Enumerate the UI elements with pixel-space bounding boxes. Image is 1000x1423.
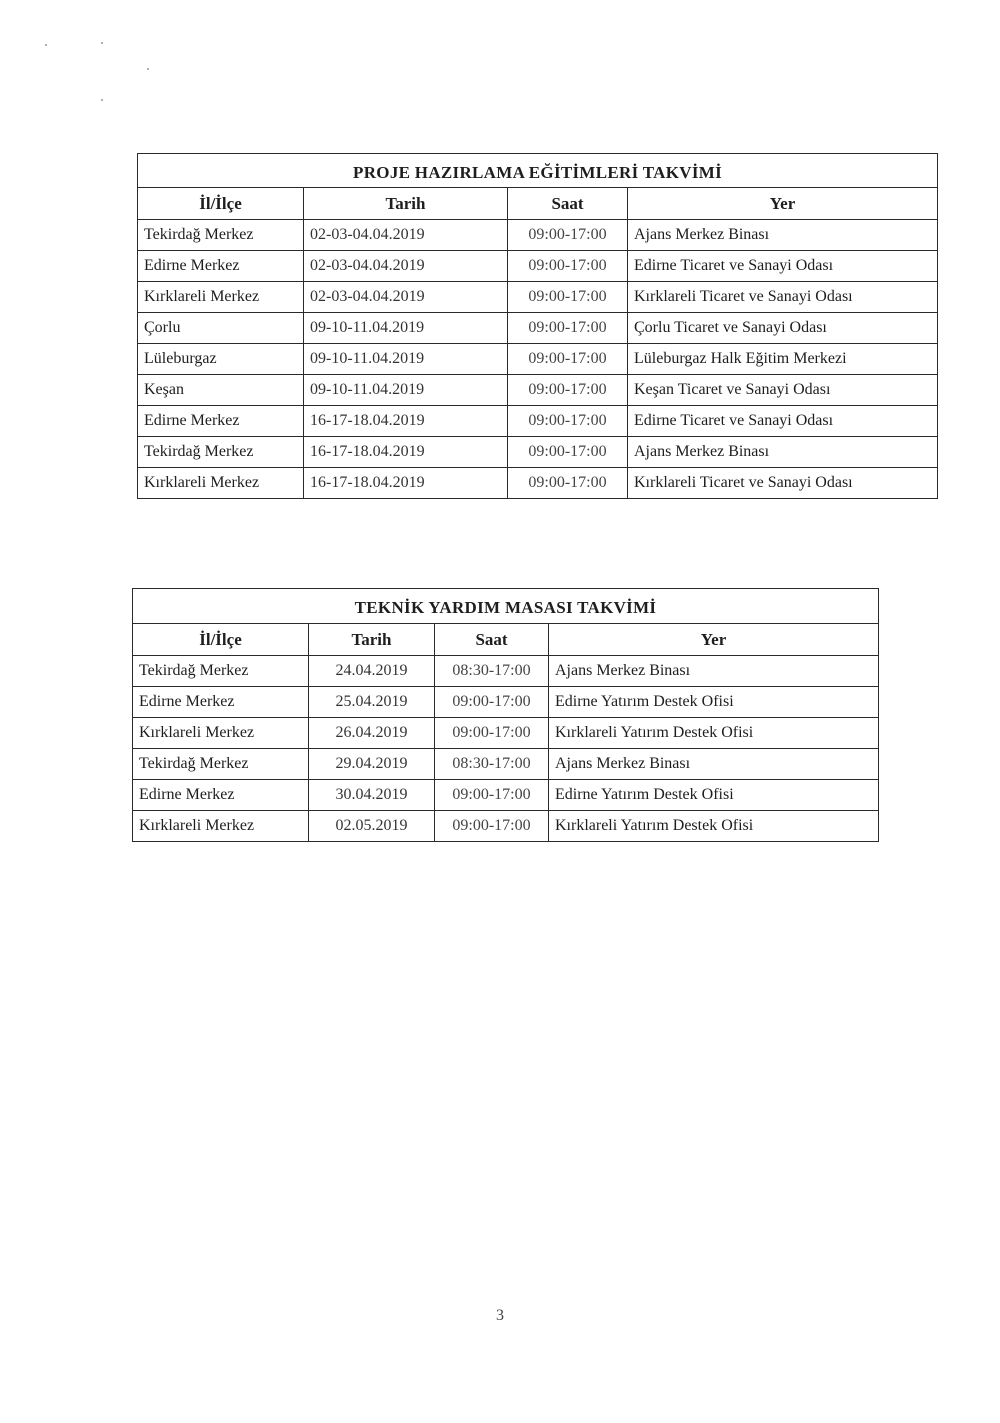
- cell-yer: Edirne Yatırım Destek Ofisi: [549, 687, 879, 718]
- cell-tarih: 09-10-11.04.2019: [304, 344, 508, 375]
- column-header-saat: Saat: [435, 624, 549, 656]
- cell-tarih: 02-03-04.04.2019: [304, 220, 508, 251]
- cell-yer: Kırklareli Yatırım Destek Ofisi: [549, 811, 879, 842]
- scan-speckle: [101, 42, 103, 44]
- cell-saat: 09:00-17:00: [508, 251, 628, 282]
- scan-speckle: [45, 44, 47, 46]
- cell-tarih: 02-03-04.04.2019: [304, 282, 508, 313]
- table-row: [138, 313, 938, 344]
- cell-saat: 08:30-17:00: [435, 749, 549, 780]
- cell-tarih: 26.04.2019: [309, 718, 435, 749]
- column-header-saat: Saat: [508, 188, 628, 220]
- cell-saat: 09:00-17:00: [435, 718, 549, 749]
- cell-il: Tekirdağ Merkez: [138, 220, 304, 251]
- cell-saat: 09:00-17:00: [435, 687, 549, 718]
- cell-yer: Edirne Ticaret ve Sanayi Odası: [628, 406, 938, 437]
- cell-tarih: 16-17-18.04.2019: [304, 468, 508, 499]
- cell-tarih: 16-17-18.04.2019: [304, 437, 508, 468]
- table-header-row: [133, 624, 879, 656]
- yardim-schedule-table: [132, 588, 879, 842]
- cell-saat: 09:00-17:00: [508, 282, 628, 313]
- table-row: [138, 375, 938, 406]
- cell-saat: 09:00-17:00: [508, 220, 628, 251]
- cell-saat: 09:00-17:00: [508, 437, 628, 468]
- cell-saat: 09:00-17:00: [508, 375, 628, 406]
- cell-yer: Çorlu Ticaret ve Sanayi Odası: [628, 313, 938, 344]
- table-row: [133, 718, 879, 749]
- column-header-yer: Yer: [628, 188, 938, 220]
- table-row: [133, 656, 879, 687]
- cell-saat: 08:30-17:00: [435, 656, 549, 687]
- table-row: [138, 468, 938, 499]
- cell-tarih: 25.04.2019: [309, 687, 435, 718]
- egitim-schedule-table: [137, 153, 938, 499]
- cell-saat: 09:00-17:00: [508, 313, 628, 344]
- cell-il: Edirne Merkez: [138, 251, 304, 282]
- column-header-tarih: Tarih: [309, 624, 435, 656]
- cell-saat: 09:00-17:00: [435, 780, 549, 811]
- table-row: [133, 811, 879, 842]
- table-row: [138, 406, 938, 437]
- cell-yer: Ajans Merkez Binası: [549, 656, 879, 687]
- cell-tarih: 24.04.2019: [309, 656, 435, 687]
- column-header-tarih: Tarih: [304, 188, 508, 220]
- cell-saat: 09:00-17:00: [508, 406, 628, 437]
- scan-speckle: [147, 68, 149, 70]
- cell-yer: Kırklareli Yatırım Destek Ofisi: [549, 718, 879, 749]
- cell-yer: Kırklareli Ticaret ve Sanayi Odası: [628, 282, 938, 313]
- cell-il: Edirne Merkez: [133, 687, 309, 718]
- cell-saat: 09:00-17:00: [508, 344, 628, 375]
- table-row: [138, 344, 938, 375]
- cell-tarih: 02-03-04.04.2019: [304, 251, 508, 282]
- cell-tarih: 30.04.2019: [309, 780, 435, 811]
- cell-tarih: 29.04.2019: [309, 749, 435, 780]
- page-number: 3: [496, 1307, 504, 1324]
- column-header-il: İl/İlçe: [133, 624, 309, 656]
- cell-il: Edirne Merkez: [133, 780, 309, 811]
- yardim-table-title: TEKNİK YARDIM MASASI TAKVİMİ: [133, 589, 879, 624]
- table-row: [133, 687, 879, 718]
- table-row: [138, 282, 938, 313]
- cell-il: Kırklareli Merkez: [138, 468, 304, 499]
- cell-saat: 09:00-17:00: [435, 811, 549, 842]
- column-header-yer: Yer: [549, 624, 879, 656]
- cell-tarih: 02.05.2019: [309, 811, 435, 842]
- column-header-il: İl/İlçe: [138, 188, 304, 220]
- cell-yer: Lüleburgaz Halk Eğitim Merkezi: [628, 344, 938, 375]
- cell-tarih: 16-17-18.04.2019: [304, 406, 508, 437]
- cell-tarih: 09-10-11.04.2019: [304, 375, 508, 406]
- cell-il: Tekirdağ Merkez: [138, 437, 304, 468]
- cell-il: Lüleburgaz: [138, 344, 304, 375]
- egitim-table-title: PROJE HAZIRLAMA EĞİTİMLERİ TAKVİMİ: [138, 154, 938, 188]
- cell-yer: Edirne Yatırım Destek Ofisi: [549, 780, 879, 811]
- table-row: [138, 437, 938, 468]
- cell-il: Keşan: [138, 375, 304, 406]
- cell-il: Kırklareli Merkez: [133, 718, 309, 749]
- table-title-row: [138, 154, 938, 188]
- table-row: [133, 780, 879, 811]
- cell-il: Edirne Merkez: [138, 406, 304, 437]
- cell-il: Kırklareli Merkez: [133, 811, 309, 842]
- cell-yer: Kırklareli Ticaret ve Sanayi Odası: [628, 468, 938, 499]
- table-title-row: [133, 589, 879, 624]
- cell-yer: Ajans Merkez Binası: [549, 749, 879, 780]
- table-row: [133, 749, 879, 780]
- cell-yer: Ajans Merkez Binası: [628, 220, 938, 251]
- cell-saat: 09:00-17:00: [508, 468, 628, 499]
- cell-il: Çorlu: [138, 313, 304, 344]
- table-row: [138, 220, 938, 251]
- scan-speckle: [101, 99, 103, 101]
- cell-yer: Keşan Ticaret ve Sanayi Odası: [628, 375, 938, 406]
- cell-il: Tekirdağ Merkez: [133, 656, 309, 687]
- cell-il: Kırklareli Merkez: [138, 282, 304, 313]
- cell-yer: Ajans Merkez Binası: [628, 437, 938, 468]
- table-row: [138, 251, 938, 282]
- cell-tarih: 09-10-11.04.2019: [304, 313, 508, 344]
- table-header-row: [138, 188, 938, 220]
- cell-il: Tekirdağ Merkez: [133, 749, 309, 780]
- cell-yer: Edirne Ticaret ve Sanayi Odası: [628, 251, 938, 282]
